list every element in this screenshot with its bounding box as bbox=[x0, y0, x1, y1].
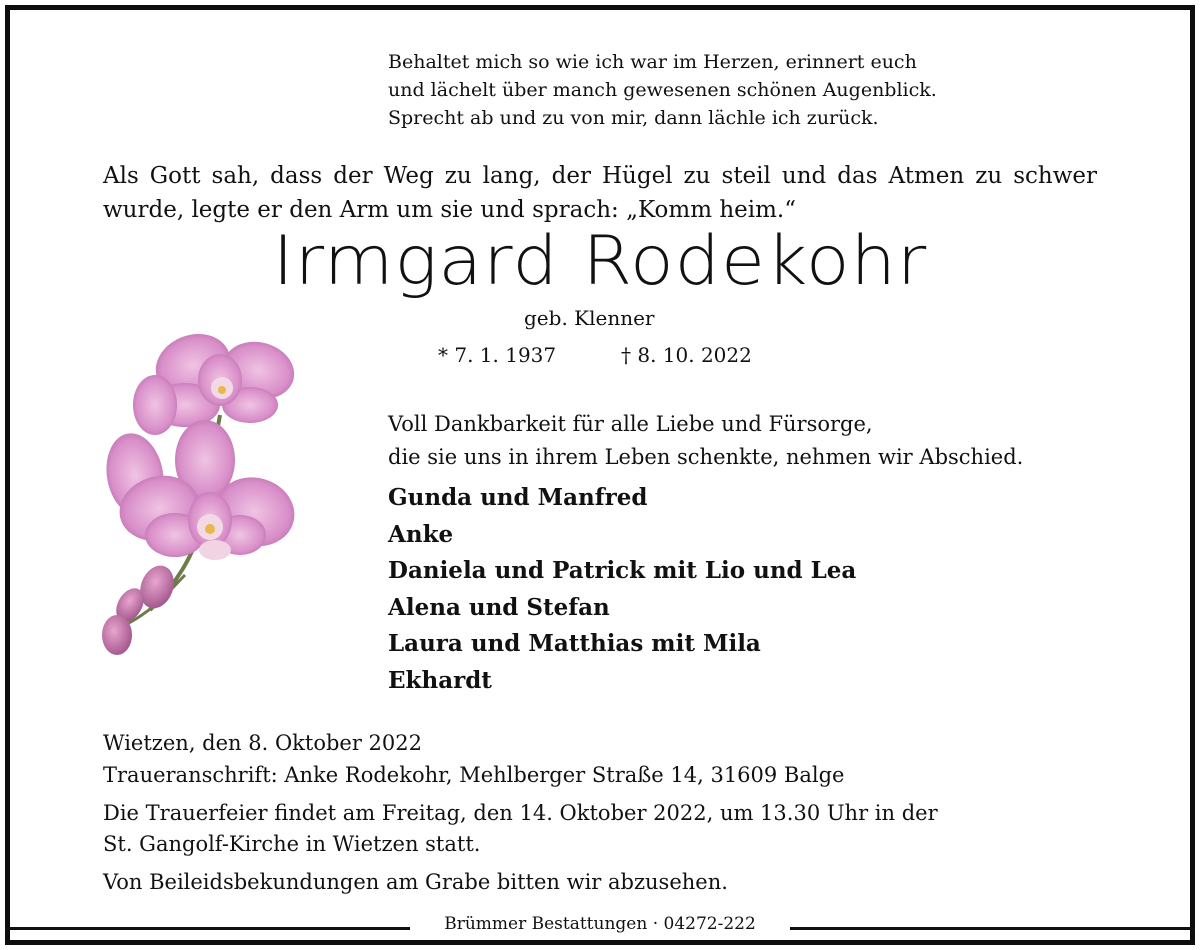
memorial-poem bbox=[388, 48, 937, 132]
birth-name: geb. Klenner bbox=[524, 306, 655, 330]
mourning-address: Traueranschrift: Anke Rodekohr, Mehlberger Straße 14, 31609 Balge bbox=[103, 763, 845, 787]
intro-line: wurde, legte er den Arm um sie und sprach: „Komm heim.“ bbox=[103, 197, 796, 223]
poem-line: und lächelt über manch gewesenen schönen Augenblick. bbox=[388, 79, 937, 101]
funeral-home-footer: Brümmer Bestattungen · 04272-222 bbox=[420, 914, 780, 934]
poem-line: Sprecht ab und zu von mir, dann lächle ich zurück. bbox=[388, 107, 879, 129]
death-date: † 8. 10. 2022 bbox=[621, 343, 752, 367]
mourner-entry: Laura und Matthias mit Mila bbox=[388, 630, 761, 657]
funeral-line: St. Gangolf-Kirche in Wietzen statt. bbox=[103, 832, 481, 856]
funeral-info bbox=[103, 798, 938, 860]
intro-text bbox=[103, 159, 1097, 227]
funeral-line: Die Trauerfeier findet am Freitag, den 14. Oktober 2022, um 13.30 Uhr in der bbox=[103, 801, 938, 825]
poem-line: Behaltet mich so wie ich war im Herzen, erinnert euch bbox=[388, 51, 917, 73]
mourner-entry: Gunda und Manfred bbox=[388, 484, 648, 511]
thanks-text bbox=[388, 408, 1023, 474]
mourner-entry: Ekhardt bbox=[388, 666, 492, 694]
mourner-entry: Anke bbox=[388, 520, 454, 548]
place-and-address bbox=[103, 727, 844, 791]
place-date: Wietzen, den 8. Oktober 2022 bbox=[103, 731, 422, 755]
birth-date: * 7. 1. 1937 bbox=[438, 343, 557, 367]
orchid-flower-icon bbox=[95, 325, 315, 665]
intro-line: Als Gott sah, dass der Weg zu lang, der Hügel zu steil und das Atmen zu schwer bbox=[103, 163, 1097, 189]
deceased-name: Irmgard Rodekohr bbox=[272, 222, 928, 301]
footer-divider-right bbox=[790, 927, 1195, 930]
footer-divider-left bbox=[5, 927, 410, 930]
thanks-line: Voll Dankbarkeit für alle Liebe und Fürsorge, bbox=[388, 412, 873, 436]
condolence-note: Von Beileidsbekundungen am Grabe bitten wir abzusehen. bbox=[103, 870, 728, 894]
mourners-list bbox=[388, 480, 856, 699]
mourner-entry: Alena und Stefan bbox=[388, 593, 610, 621]
thanks-line: die sie uns in ihrem Leben schenkte, nehmen wir Abschied. bbox=[388, 445, 1024, 469]
mourner-entry: Daniela und Patrick mit Lio und Lea bbox=[388, 557, 857, 584]
